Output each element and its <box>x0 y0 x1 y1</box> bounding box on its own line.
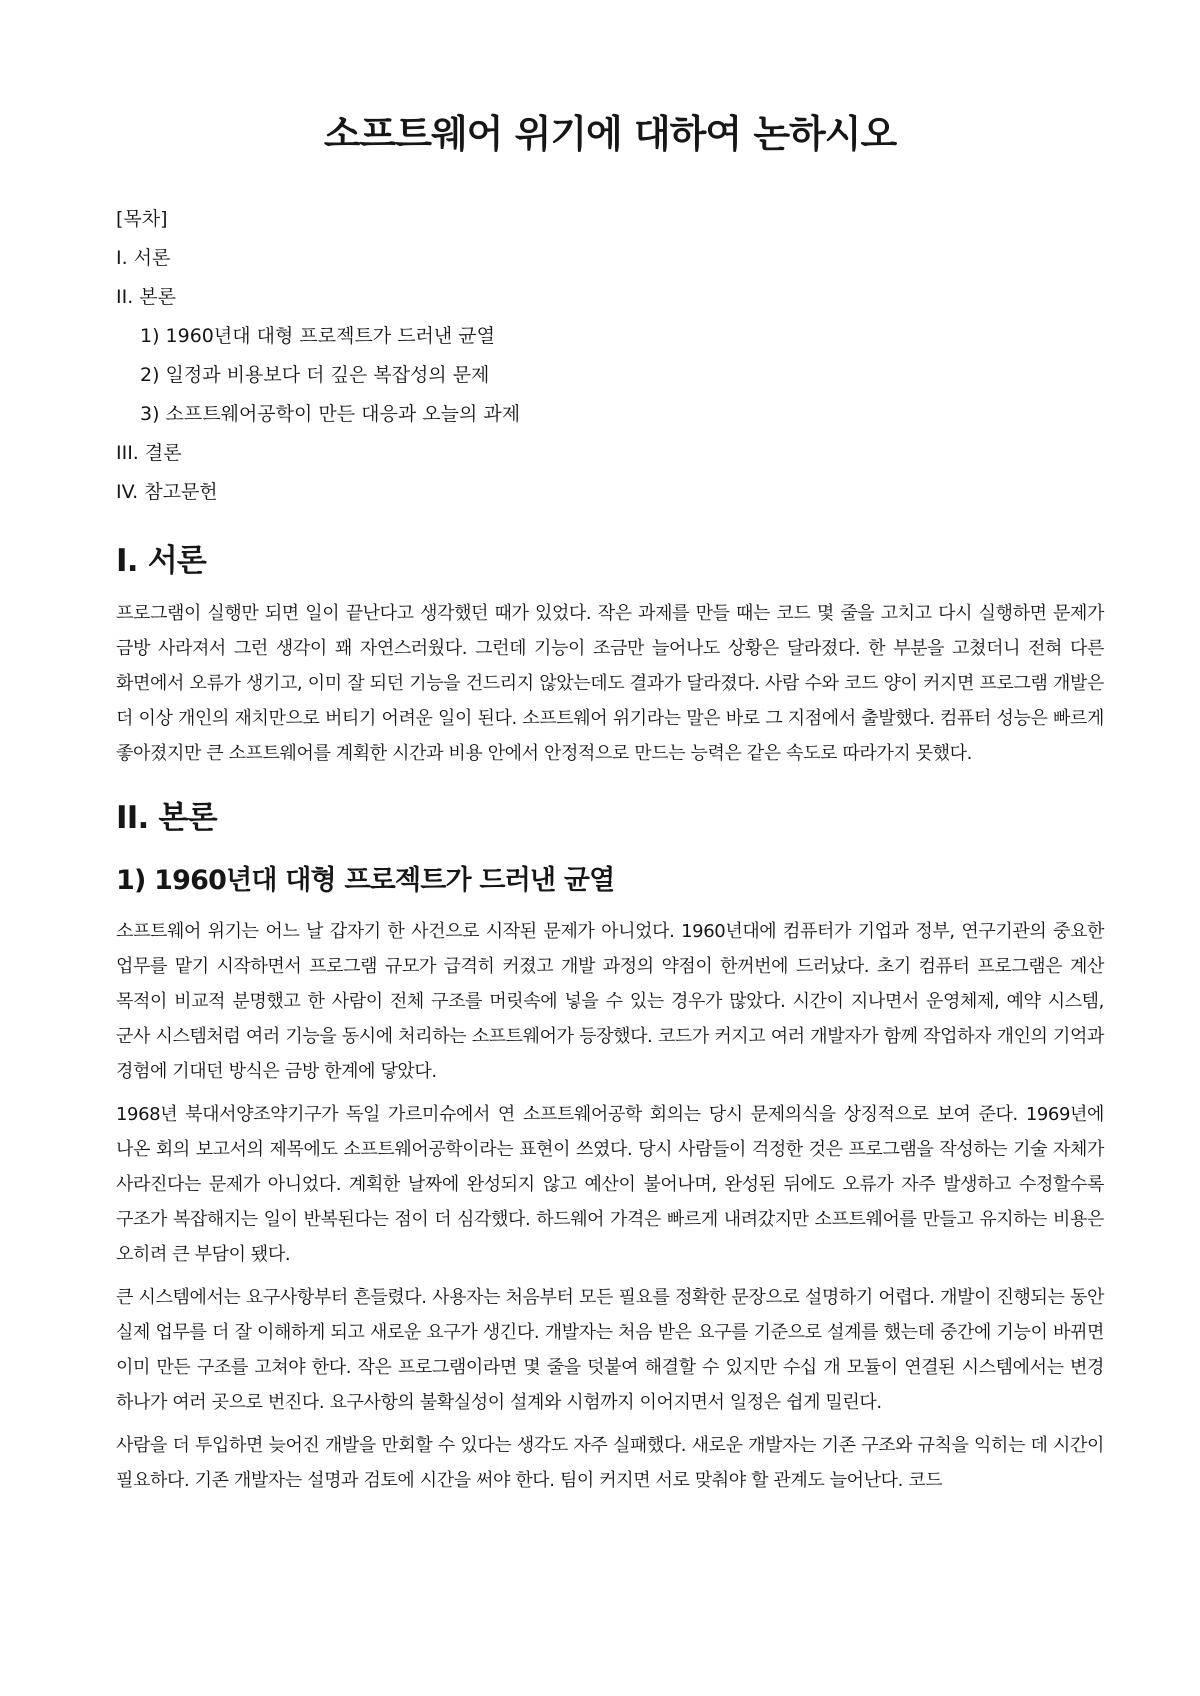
body-section <box>116 799 1104 1498</box>
intro-section <box>116 542 1104 772</box>
body-paragraph: 1968년 북대서양조약기구가 독일 가르미슈에서 연 소프트웨어공학 회의는 당시 문제의식을 상징적으로 보여 준다. 1969년에 나온 회의 보고서의 제목에도 소프트웨어공학이라는 표현이 쓰였다. 당시 사람들이 걱정한 것은 프로그램을 작성하는 기술 자체가 사라진다는 문제가 아니었다. 계획한 날짜에 완성되지 않고 예산이 불어나며, 완성된 뒤에도 오류가 자주 발생하고 수정할수록 구조가 복잡해지는 일이 반복된다는 점이 더 심각했다. 하드웨어 가격은 빠르게 내려갔지만 소프트웨어를 만들고 유지하는 비용은 오히려 큰 부담이 됐다. <box>116 1103 1104 1265</box>
toc-item: II. 본론 <box>116 285 176 308</box>
intro-paragraph: 프로그램이 실행만 되면 일이 끝난다고 생각했던 때가 있었다. 작은 과제를 만들 때는 코드 몇 줄을 고치고 다시 실행하면 문제가 금방 사라져서 그런 생각이 꽤 자연스러웠다. 그런데 기능이 조금만 늘어나도 상황은 달라졌다. 한 부분을 고쳤더니 전혀 다른 화면에서 오류가 생기고, 이미 잘 되던 기능을 건드리지 않았는데도 결과가 달라졌다. 사람 수와 코드 양이 커지면 프로그램 개발은 더 이상 개인의 재치만으로 버티기 어려운 일이 된다. 소프트웨어 위기라는 말은 바로 그 지점에서 출발했다. 컴퓨터 성능은 빠르게 좋아졌지만 큰 소프트웨어를 계획한 시간과 비용 안에서 안정적으로 만드는 능력은 같은 속도로 따라가지 못했다. <box>116 603 1104 765</box>
toc-subitem: 3) 소프트웨어공학이 만든 대응과 오늘의 과제 <box>140 402 521 425</box>
toc-subitem: 2) 일정과 비용보다 더 깊은 복잡성의 문제 <box>140 363 490 386</box>
subsection-heading: 1) 1960년대 대형 프로젝트가 드러낸 균열 <box>116 865 615 897</box>
document-title: 소프트웨어 위기에 대하여 논하시오 <box>323 112 897 156</box>
toc-label: [목차] <box>116 207 168 230</box>
toc-item: III. 결론 <box>116 441 182 464</box>
section-heading-body: II. 본론 <box>116 800 217 837</box>
toc-item: I. 서론 <box>116 246 171 269</box>
body-paragraph: 사람을 더 투입하면 늦어진 개발을 만회할 수 있다는 생각도 자주 실패했다. 새로운 개발자는 기존 구조와 규칙을 익히는 데 시간이 필요하다. 기존 개발자는 설명과 검토에 시간을 써야 한다. 팀이 커지면 서로 맞춰야 할 관계도 늘어난다. 코드 <box>116 1434 1104 1491</box>
body-paragraph: 소프트웨어 위기는 어느 날 갑자기 한 사건으로 시작된 문제가 아니었다. 1960년대에 컴퓨터가 기업과 정부, 연구기관의 중요한 업무를 맡기 시작하면서 프로그램 규모가 급격히 커졌고 개발 과정의 약점이 한꺼번에 드러났다. 초기 컴퓨터 프로그램은 계산 목적이 비교적 분명했고 한 사람이 전체 구조를 머릿속에 넣을 수 있는 경우가 많았다. 시간이 지나면서 운영체제, 예약 시스템, 군사 시스템처럼 여러 기능을 동시에 처리하는 소프트웨어가 등장했다. 코드가 커지고 여러 개발자가 함께 작업하자 개인의 기억과 경험에 기대던 방식은 금방 한계에 닿았다. <box>116 920 1104 1082</box>
table-of-contents <box>116 200 1104 512</box>
toc-subitem: 1) 1960년대 대형 프로젝트가 드러낸 균열 <box>140 324 496 347</box>
section-heading-intro: I. 서론 <box>116 542 206 579</box>
toc-item: IV. 참고문헌 <box>116 480 218 503</box>
body-paragraph: 큰 시스템에서는 요구사항부터 흔들렸다. 사용자는 처음부터 모든 필요를 정확한 문장으로 설명하기 어렵다. 개발이 진행되는 동안 실제 업무를 더 잘 이해하게 되고 새로운 요구가 생긴다. 개발자는 처음 받은 요구를 기준으로 설계를 했는데 중간에 기능이 바뀌면 이미 만든 구조를 고쳐야 한다. 작은 프로그램이라면 몇 줄을 덧붙여 해결할 수 있지만 수십 개 모듈이 연결된 시스템에서는 변경 하나가 여러 곳으로 번진다. 요구사항의 불확실성이 설계와 시험까지 이어지면서 일정은 쉽게 밀린다. <box>116 1286 1104 1413</box>
